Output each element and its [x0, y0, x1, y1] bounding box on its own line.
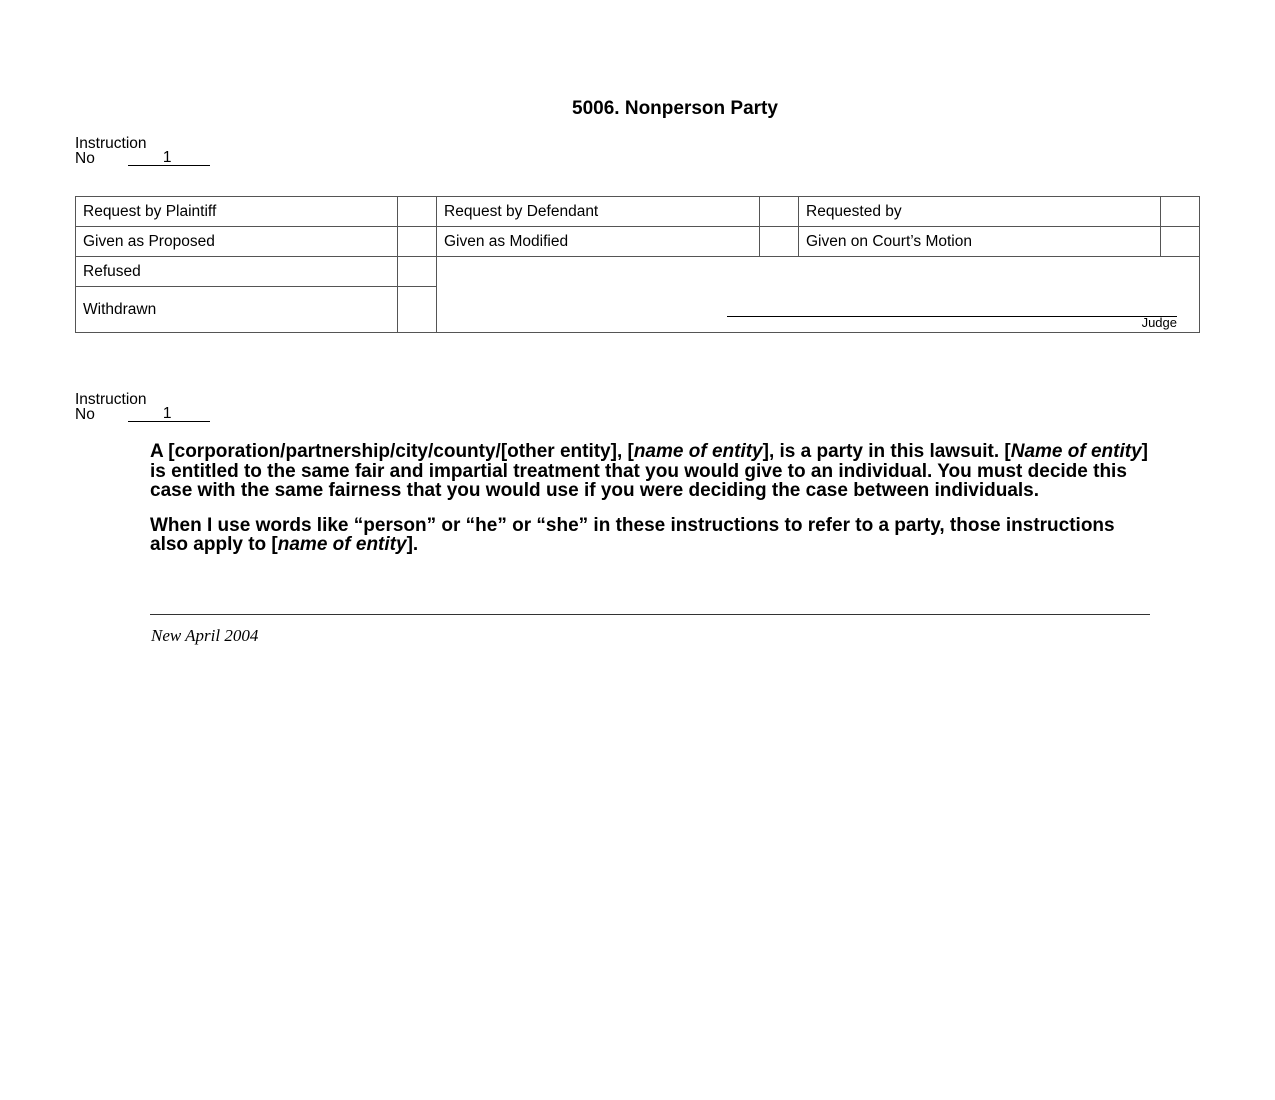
instruction-number-block-top	[75, 136, 210, 166]
instruction-number-field[interactable]: 1	[128, 151, 210, 166]
footer-divider	[150, 614, 1150, 615]
request-by-defendant-label: Request by Defendant	[437, 197, 760, 227]
given-on-courts-motion-box[interactable]	[1161, 227, 1200, 257]
request-by-plaintiff-box[interactable]	[398, 197, 437, 227]
given-as-modified-label: Given as Modified	[437, 227, 760, 257]
request-by-plaintiff-label: Request by Plaintiff	[76, 197, 398, 227]
refused-box[interactable]	[398, 257, 437, 287]
page-title: 5006. Nonperson Party	[572, 98, 778, 119]
instruction-paragraph-1: A [corporation/partnership/city/county/[other entity], [name of entity], is a party in this lawsuit. [Name of entity] is entitled to the same fair and impartial treatment that you would give to an individual. You must decide this case with the same fairness that you would use if you were deciding the case between individuals.	[150, 441, 1148, 501]
given-as-proposed-label: Given as Proposed	[76, 227, 398, 257]
given-as-proposed-box[interactable]	[398, 227, 437, 257]
no-label: No	[75, 406, 95, 423]
given-on-courts-motion-label: Given on Court’s Motion	[799, 227, 1161, 257]
judge-signature-line[interactable]	[727, 316, 1177, 317]
no-label: No	[75, 150, 95, 167]
requested-by-label: Requested by	[799, 197, 1161, 227]
judge-signature-area	[437, 257, 1200, 333]
refused-label: Refused	[76, 257, 398, 287]
revision-note: New April 2004	[151, 626, 259, 645]
instruction-label: Instruction	[75, 135, 147, 152]
given-as-modified-box[interactable]	[760, 227, 799, 257]
instruction-paragraph-2: When I use words like “person” or “he” or “she” in these instructions to refer to a party, those instructions also apply to [name of entity].	[150, 514, 1115, 555]
withdrawn-box[interactable]	[398, 287, 437, 333]
withdrawn-label: Withdrawn	[76, 287, 398, 333]
judge-label: Judge	[1141, 315, 1177, 330]
request-status-table	[75, 196, 1200, 333]
instruction-body	[150, 442, 1150, 570]
requested-by-box[interactable]	[1161, 197, 1200, 227]
instruction-number-field[interactable]: 1	[128, 407, 210, 422]
instruction-number-block-bottom	[75, 392, 210, 422]
instruction-label: Instruction	[75, 391, 147, 408]
request-by-defendant-box[interactable]	[760, 197, 799, 227]
